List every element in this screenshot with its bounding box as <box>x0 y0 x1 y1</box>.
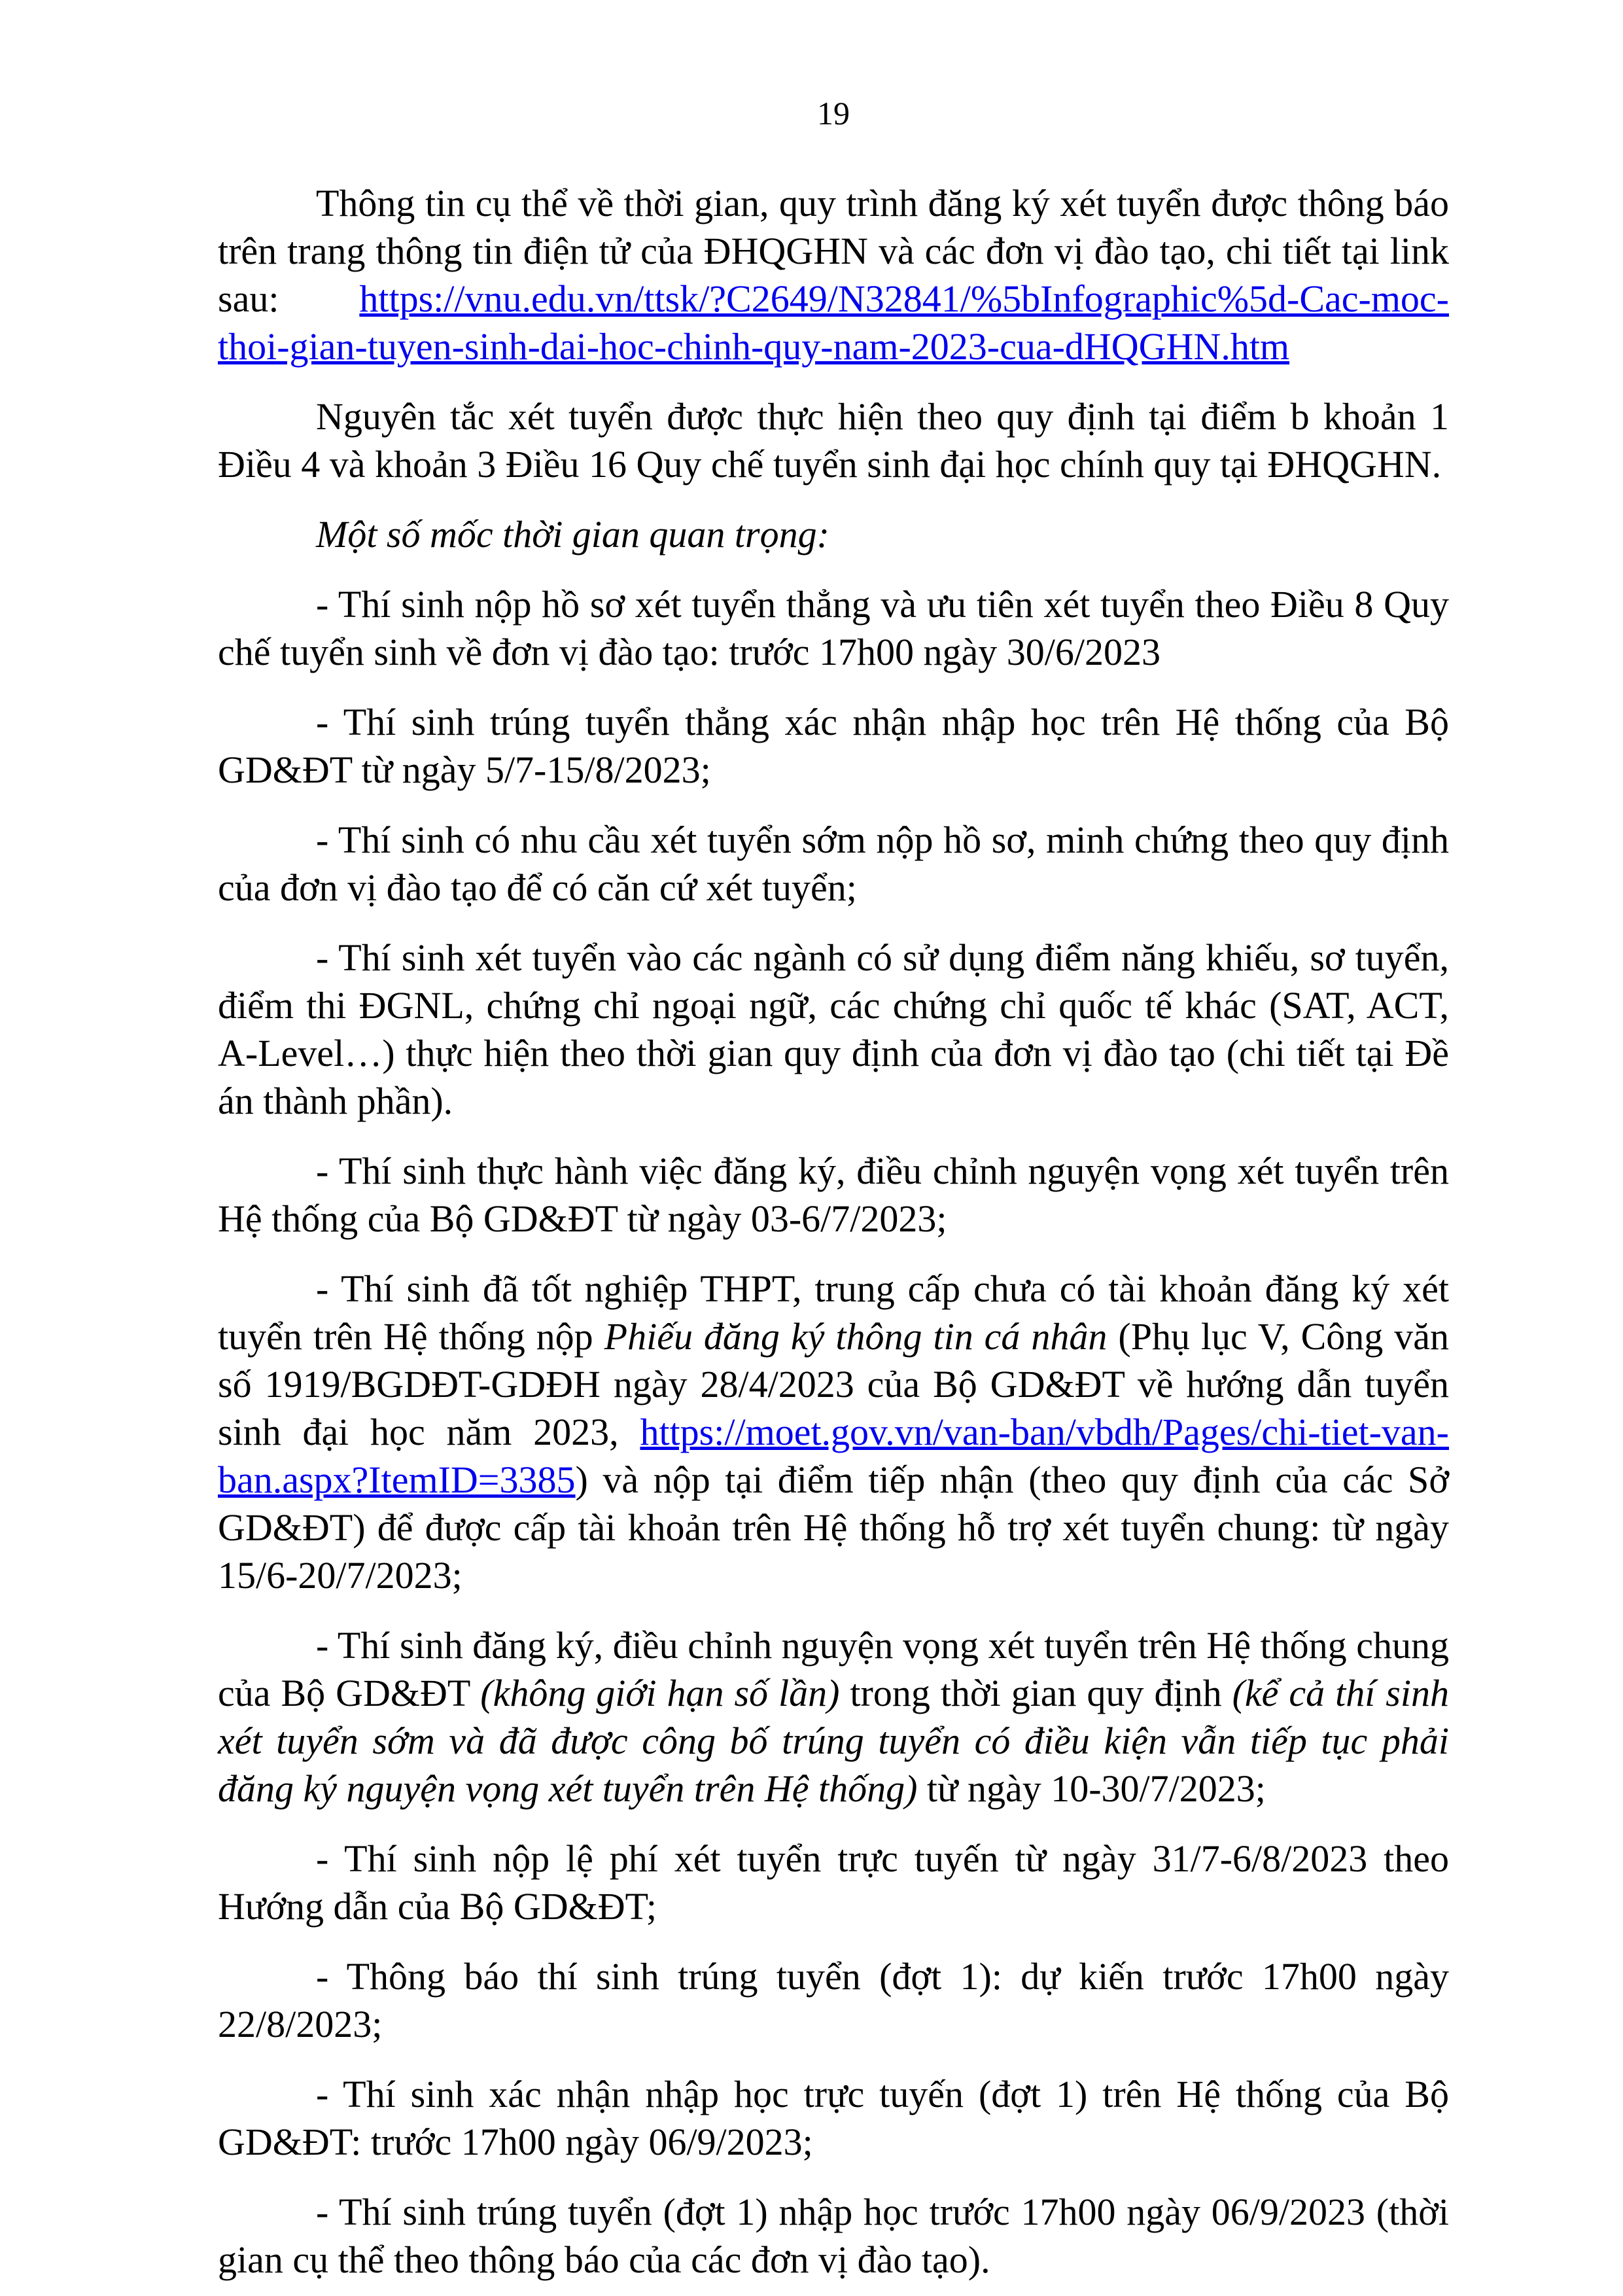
italic-text-run: (không giới hạn số lần) <box>480 1672 850 1714</box>
body-text-run: trong thời gian quy định <box>850 1672 1232 1714</box>
bullet-admission-fee <box>218 1835 1449 1930</box>
bullet-early-admission-dossier <box>218 816 1449 911</box>
body-text-run: ) và nộp tại điểm tiếp nhận (theo quy định của các Sở GD&ĐT) để được cấp tài khoản trên Hệ thống hỗ trợ xét tuyển chung: từ ngày 15/6-20/7/2023; <box>218 1458 1449 1597</box>
bullet-online-enrollment-confirm <box>218 2070 1449 2166</box>
para-registration-info <box>218 179 1449 370</box>
body-text-run: từ ngày 10-30/7/2023; <box>926 1767 1266 1810</box>
italic-text-run: Phiếu đăng ký thông tin cá nhân <box>604 1315 1119 1358</box>
body-text-run: Nguyên tắc xét tuyển được thực hiện theo quy định tại điểm b khoản 1 Điều 4 và khoản 3 Điều 16 Quy chế tuyển sinh đại học chính quy tại ĐHQGHN. <box>218 395 1449 486</box>
body-text-run: - Thí sinh thực hành việc đăng ký, điều chỉnh nguyện vọng xét tuyển trên Hệ thống của Bộ GD&ĐT từ ngày 03-6/7/2023; <box>218 1150 1449 1240</box>
italic-text-run: Một số mốc thời gian quan trọng: <box>316 513 829 556</box>
bullet-register-adjust-wishes <box>218 1621 1449 1812</box>
body-text-run: (Phụ lục V, Công văn số 1919/BGDĐT-GDĐH ngày 28/4/2023 của Bộ GD&ĐT về hướng dẫn tuyển sinh đại học năm 2023, <box>218 1315 1450 1453</box>
body-text-run: - Thí sinh có nhu cầu xét tuyển sớm nộp hồ sơ, minh chứng theo quy định của đơn vị đào tạo để có căn cứ xét tuyển; <box>218 819 1449 909</box>
bullet-special-requirements <box>218 934 1449 1125</box>
page-number: 19 <box>817 95 850 132</box>
body-text-run: - Thí sinh trúng tuyển (đợt 1) nhập học trước 17h00 ngày 06/9/2023 (thời gian cụ thể theo thông báo của các đơn vị đào tạo). <box>218 2191 1449 2281</box>
body-text-run: - Thí sinh xác nhận nhập học trực tuyến (đợt 1) trên Hệ thống của Bộ GD&ĐT: trước 17h00 ngày 06/9/2023; <box>218 2073 1449 2163</box>
bullet-enrollment <box>218 2188 1449 2284</box>
bullet-no-account-registration <box>218 1265 1449 1599</box>
bullet-practice-registration <box>218 1147 1449 1243</box>
document-body <box>218 179 1449 2284</box>
para-admission-principles <box>218 393 1449 488</box>
body-text-run: - Thí sinh nộp lệ phí xét tuyển trực tuyến từ ngày 31/7-6/8/2023 theo Hướng dẫn của Bộ GD&ĐT; <box>218 1837 1449 1928</box>
body-text-run: - Thí sinh đã tốt nghiệp THPT, trung cấp chưa có tài khoản đăng ký xét tuyển trên Hệ thống nộp <box>218 1267 1449 1358</box>
body-text-run: - Thí sinh trúng tuyển thẳng xác nhận nhập học trên Hệ thống của Bộ GD&ĐT từ ngày 5/7-15/8/2023; <box>218 701 1449 791</box>
moet-document-link[interactable]: https://moet.gov.vn/van-ban/vbdh/Pages/chi-tiet-van-ban.aspx?ItemID=3385 <box>218 1411 1449 1501</box>
body-text-run: - Thông báo thí sinh trúng tuyển (đợt 1): dự kiến trước 17h00 ngày 22/8/2023; <box>218 1955 1449 2045</box>
bullet-admission-announcement <box>218 1952 1449 2048</box>
italic-text-run: (kể cả thí sinh xét tuyển sớm và đã được công bố trúng tuyển có điều kiện vẫn tiếp tục phải đăng ký nguyện vọng xét tuyển trên Hệ thống) <box>218 1672 1449 1810</box>
bullet-direct-admission-dossier <box>218 580 1449 676</box>
body-text-run: - Thí sinh nộp hồ sơ xét tuyển thẳng và ưu tiên xét tuyển theo Điều 8 Quy chế tuyển sinh về đơn vị đào tạo: trước 17h00 ngày 30/6/2023 <box>218 583 1449 673</box>
bullet-direct-admission-confirm <box>218 698 1449 794</box>
para-key-milestones-heading <box>218 510 1449 558</box>
body-text-run: - Thí sinh đăng ký, điều chỉnh nguyện vọng xét tuyển trên Hệ thống chung của Bộ GD&ĐT <box>218 1624 1449 1714</box>
vnu-infographic-link[interactable]: https://vnu.edu.vn/ttsk/?C2649/N32841/%5bInfographic%5d-Cac-moc-thoi-gian-tuyen-sinh-dai-hoc-chinh-quy-nam-2023-cua-dHQGHN.htm <box>218 277 1449 368</box>
body-text-run: Thông tin cụ thể về thời gian, quy trình đăng ký xét tuyển được thông báo trên trang thông tin điện tử của ĐHQGHN và các đơn vị đào tạo, chi tiết tại link sau: <box>218 182 1449 320</box>
body-text-run: - Thí sinh xét tuyển vào các ngành có sử dụng điểm năng khiếu, sơ tuyển, điểm thi ĐGNL, chứng chỉ ngoại ngữ, các chứng chỉ quốc tế khác (SAT, ACT, A-Level…) thực hiện theo thời gian quy định của đơn vị đào tạo (chi tiết tại Đề án thành phần). <box>218 936 1449 1122</box>
